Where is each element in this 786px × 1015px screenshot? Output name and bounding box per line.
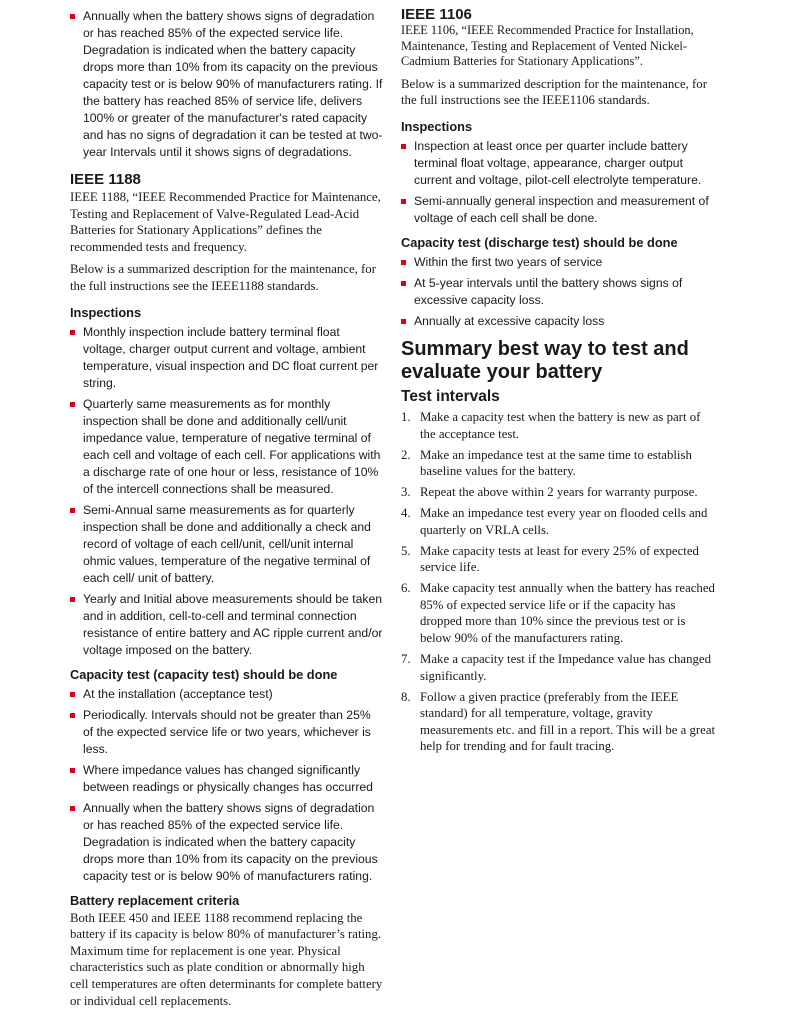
list-item <box>401 484 719 501</box>
list-item <box>401 505 719 538</box>
item-number: 8. <box>401 689 411 704</box>
bullet-text: Annually when the battery shows signs of degradation or has reached 85% of the expected service life. Degradation is indicated when the battery capacity drops more than 10% from its capacity on the previous capacity test or is below 90% of manufacturers rating. <box>83 800 378 883</box>
ieee1188-inspections-heading: Inspections <box>70 304 142 320</box>
bullet-square-icon <box>70 713 75 718</box>
test-intervals-heading: Test intervals <box>401 387 500 405</box>
item-text: Make capacity test annually when the battery has reached 85% of expected service life or if the capacity has dropped more than 10% since the previous test or is below 90% of the manufacturers rating. <box>420 581 715 646</box>
bullet-square-icon <box>401 281 406 286</box>
replacement-criteria-heading: Battery replacement criteria <box>70 892 240 908</box>
item-number: 5. <box>401 543 411 558</box>
bullet-square-icon <box>70 768 75 773</box>
item-number: 4. <box>401 506 411 521</box>
ieee1188-capacity-list <box>70 686 384 885</box>
item-text: Make a capacity test when the battery is new as part of the acceptance test. <box>420 409 701 441</box>
list-item <box>401 275 719 309</box>
list-item <box>401 580 719 646</box>
ieee1106-capacity-heading: Capacity test (discharge test) should be done <box>401 234 678 250</box>
list-item <box>401 313 719 330</box>
item-number: 6. <box>401 581 411 596</box>
bullet-square-icon <box>70 402 75 407</box>
top-bullet-list <box>70 8 384 161</box>
list-item <box>70 686 384 703</box>
bullet-text: Yearly and Initial above measurements should be taken and in addition, cell-to-cell and terminal connection resistance of entire battery and AC ripple current and/or voltage imposed on the battery. <box>83 591 383 657</box>
right-column <box>401 0 719 759</box>
ieee1188-summary: Below is a summarized description for the maintenance, for the full instructions see the IEEE1188 standards. <box>70 262 376 293</box>
bullet-square-icon <box>70 508 75 513</box>
bullet-text: At 5-year intervals until the battery shows signs of excessive capacity loss. <box>414 275 683 307</box>
bullet-text: Monthly inspection include battery terminal float voltage, charger output current and voltage, ambient temperature, visual inspection and DC float current per string. <box>83 324 379 390</box>
summary-heading: Summary best way to test and evaluate your battery <box>401 337 689 383</box>
item-number: 2. <box>401 447 411 462</box>
ieee1188-capacity-heading: Capacity test (capacity test) should be done <box>70 666 338 682</box>
bullet-text: Quarterly same measurements as for monthly inspection shall be done and additionally cell/unit impedance value, temperature of negative terminal of each cell and voltage of each cell. For applications with a discharge rate of one hour or less, resistance of 10% of the intercell connections shall be measured. <box>83 396 381 496</box>
list-item <box>70 591 384 659</box>
ieee1188-heading: IEEE 1188 <box>70 171 141 188</box>
ieee1106-summary: Below is a summarized description for the maintenance, for the full instructions see the IEEE1106 standards. <box>401 76 707 108</box>
list-item <box>401 651 719 684</box>
bullet-square-icon <box>401 319 406 324</box>
bullet-square-icon <box>70 330 75 335</box>
bullet-text: Annually when the battery shows signs of degradation or has reached 85% of the expected service life. Degradation is indicated when the battery capacity drops more than 10% from its capacity on the previous capacity test or is below 90% of manufacturers rating. If the battery has reached 85% of service life, delivers 100% or greater of the manufacturer's rated capacity and has no signs of degradation it can be tested at two-year Intervals until it shows signs of degradations. <box>83 9 383 159</box>
bullet-square-icon <box>70 692 75 697</box>
item-text: Repeat the above within 2 years for warranty purpose. <box>420 485 698 500</box>
ieee1106-inspections-list <box>401 138 719 227</box>
item-number: 7. <box>401 652 411 667</box>
bullet-text: Annually at excessive capacity loss <box>414 313 605 328</box>
bullet-square-icon <box>401 144 406 149</box>
bullet-square-icon <box>70 806 75 811</box>
list-item <box>401 447 719 480</box>
left-column <box>70 0 384 1015</box>
test-intervals-list <box>401 409 719 755</box>
item-text: Make an impedance test every year on flooded cells and quarterly on VRLA cells. <box>420 506 708 537</box>
list-item <box>70 762 384 796</box>
ieee1106-heading: IEEE 1106 <box>401 6 472 23</box>
list-item <box>70 324 384 392</box>
ieee1106-capacity-list <box>401 254 719 330</box>
bullet-text: Where impedance values has changed significantly between readings or physically changes has occurred <box>83 762 373 794</box>
replacement-criteria-text: Both IEEE 450 and IEEE 1188 recommend replacing the battery if its capacity is below 80% of manufacturer’s rating. Maximum time for replacement is one year. Physical characteristics such as plate condition or abnormally high cell temperatures are often determinants for complete battery or individual cell replacements. <box>70 910 383 1008</box>
list-item <box>401 689 719 755</box>
bullet-square-icon <box>70 597 75 602</box>
item-text: Make capacity tests at least for every 25% of expected service life. <box>420 543 699 575</box>
list-item <box>70 502 384 587</box>
bullet-square-icon <box>401 199 406 204</box>
item-text: Make a capacity test if the Impedance value has changed significantly. <box>420 652 711 683</box>
bullet-text: Inspection at least once per quarter include battery terminal float voltage, appearance, charger output current and voltage, pilot-cell electrolyte temperature. <box>414 138 702 187</box>
bullet-square-icon <box>401 260 406 265</box>
bullet-text: At the installation (acceptance test) <box>83 686 273 701</box>
item-number: 1. <box>401 409 411 424</box>
list-item <box>401 254 719 271</box>
list-item <box>70 8 384 161</box>
ieee1188-intro: IEEE 1188, “IEEE Recommended Practice for Maintenance, Testing and Replacement of Valve-Regulated Lead-Acid Batteries for Stationary Applications” defines the recommended tests and frequency. <box>70 190 381 254</box>
bullet-text: Within the first two years of service <box>414 254 603 269</box>
item-number: 3. <box>401 485 411 500</box>
item-text: Make an impedance test at the same time to establish baseline values for the battery. <box>420 447 692 479</box>
list-item <box>401 193 719 227</box>
bullet-text: Semi-annually general inspection and measurement of voltage of each cell shall be done. <box>414 193 709 225</box>
list-item <box>401 138 719 189</box>
list-item <box>70 707 384 758</box>
bullet-square-icon <box>70 14 75 19</box>
bullet-text: Semi-Annual same measurements as for quarterly inspection shall be done and additionally a check and record of voltage of each cell/unit, cell/unit internal ohmic values, temperature of the negative terminal of each cell/ unit of battery. <box>83 502 371 585</box>
item-text: Follow a given practice (preferably from the IEEE standard) for all temperature, voltage, gravity measurements etc. and fill in a report. This will be a great help for trending and for fault tracing. <box>420 689 716 754</box>
ieee1188-inspections-list <box>70 324 384 659</box>
list-item <box>401 543 719 576</box>
list-item <box>70 800 384 885</box>
list-item <box>70 396 384 498</box>
ieee1106-intro: IEEE 1106, “IEEE Recommended Practice for Installation, Maintenance, Testing and Replacement of Vented Nickel-Cadmium Batteries for Stationary Applications”. <box>401 23 694 69</box>
bullet-text: Periodically. Intervals should not be greater than 25% of the expected service life or two years, whichever is less. <box>83 707 371 756</box>
list-item <box>401 409 719 442</box>
ieee1106-inspections-heading: Inspections <box>401 118 473 134</box>
